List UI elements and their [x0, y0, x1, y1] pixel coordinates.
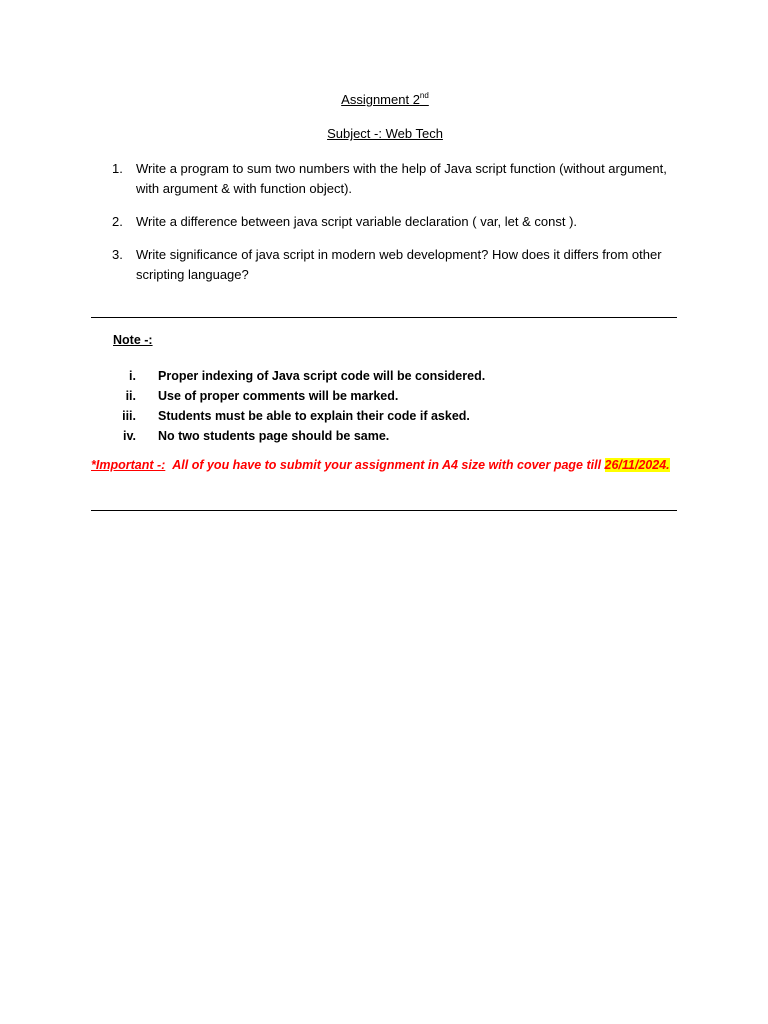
- question-item: [112, 159, 672, 199]
- assignment-title-superscript: nd: [419, 91, 429, 100]
- note-list: [100, 366, 660, 446]
- question-number: 2.: [112, 214, 123, 229]
- note-text: Students must be able to explain their code if asked.: [158, 409, 470, 423]
- assignment-title-text: Assignment 2: [341, 92, 420, 107]
- question-list: [112, 159, 672, 298]
- note-numeral: iii.: [122, 409, 136, 423]
- question-text: Write a difference between java script variable declaration ( var, let & const ).: [136, 214, 578, 229]
- divider-top: [91, 317, 677, 318]
- important-notice: [91, 458, 691, 472]
- note-text: Use of proper comments will be marked.: [158, 389, 399, 403]
- question-text: Write a program to sum two numbers with the help of Java script function (without argument, with argument & with function object).: [136, 161, 667, 196]
- note-text: No two students page should be same.: [158, 429, 390, 443]
- subject-heading: Subject -: Web Tech: [327, 126, 443, 141]
- question-number: 1.: [112, 161, 123, 176]
- question-number: 3.: [112, 247, 123, 262]
- important-label: *Important -:: [91, 458, 166, 472]
- divider-bottom: [91, 510, 677, 511]
- note-item: [100, 406, 660, 426]
- question-text: Write significance of java script in modern web development? How does it differs from other scripting language?: [136, 247, 662, 282]
- note-label: Note -:: [113, 333, 153, 347]
- note-text: Proper indexing of Java script code will be considered.: [158, 369, 486, 383]
- deadline-date: 26/11/2024.: [604, 458, 670, 472]
- note-numeral: iv.: [123, 429, 136, 443]
- note-item: [100, 426, 660, 446]
- question-item: [112, 212, 672, 232]
- assignment-title: [0, 92, 768, 107]
- important-text: All of you have to submit your assignment in A4 size with cover page till: [172, 458, 605, 472]
- note-numeral: i.: [129, 369, 136, 383]
- question-item: [112, 245, 672, 285]
- note-item: [100, 366, 660, 386]
- note-numeral: ii.: [125, 389, 136, 403]
- note-item: [100, 386, 660, 406]
